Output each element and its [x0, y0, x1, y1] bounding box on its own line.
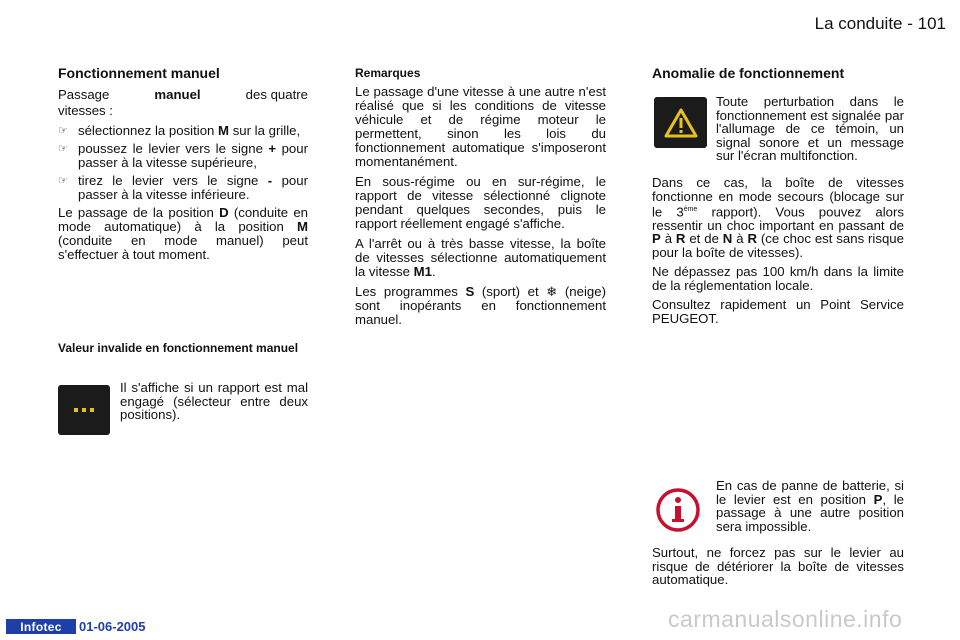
footer-date: 01-06-2005 [79, 619, 146, 634]
section-title-invalid: Valeur invalide en fonctionnement manuel [58, 341, 299, 355]
remark-paragraph-2: En sous-régime ou en sur-régime, le rapport de vitesse sélectionné clignote pendant quelques secondes, puis le rapport réellement engagé s'affiche. [355, 174, 606, 231]
intro-word-passage: Passage [58, 87, 110, 102]
section-title-malfunction: Anomalie de fonctionnement [652, 65, 845, 81]
remark-paragraph-4: Les programmes S (sport) et ❄ (neige) sont inopérants en fonctionnement manuel. [355, 284, 606, 327]
malfunction-paragraph-3: Consultez rapidement un Point Service PEUGEOT. [652, 297, 904, 326]
info-circle-icon [654, 486, 702, 534]
pointing-hand-icon: ☞ [58, 143, 68, 155]
pointing-hand-icon: ☞ [58, 175, 68, 187]
right-column [652, 66, 904, 88]
malfunction-paragraph-1: Dans ce cas, la boîte de vitesses fonctionne en mode secours (blocage sur le 3ème rapport). Vous pouvez alors ressentir un choc important en passant de P à R et de N à R (ce choc est sans risque pour la boîte de vitesses). [652, 175, 905, 260]
infotec-logo: Infotec [6, 619, 76, 634]
dashes-display-icon [58, 385, 110, 435]
intro-line [58, 88, 308, 102]
intro-word-manual: manuel [154, 87, 201, 102]
mode-change-paragraph: Le passage de la position D (conduite en mode automatique) à la position M (conduite en mode manuel) peut s'effectuer à tout moment. [58, 205, 308, 262]
bullet-item-2: ☞ poussez le levier vers le signe + pour passer à la vitesse supérieure, [58, 141, 308, 170]
middle-column [355, 66, 606, 333]
page-header: La conduite - 101 [814, 14, 946, 33]
right-paragraphs [652, 176, 904, 325]
left-column [58, 66, 308, 268]
bullet-item-3: ☞ tirez le levier vers le signe - pour passer à la vitesse inférieure. [58, 173, 308, 202]
intro-word-rest: des quatre [245, 87, 308, 102]
malfunction-paragraph-2: Ne dépassez pas 100 km/h dans la limite de la réglementation locale. [652, 264, 904, 293]
section-title-manual: Fonctionnement manuel [58, 65, 220, 81]
battery-info-text: En cas de panne de batterie, si le levier est en position P, le passage à une autre position sera impossible. [716, 478, 905, 534]
intro-line-2: vitesses : [58, 103, 113, 118]
invalid-value-text: Il s'affiche si un rapport est mal engagé (sélecteur entre deux positions). [120, 380, 308, 422]
section-title-remarks: Remarques [355, 66, 421, 80]
snowflake-icon: ❄ [546, 284, 558, 299]
remark-paragraph-3: A l'arrêt ou à très basse vitesse, la boîte de vitesses sélectionne automatiquement la vitesse M1. [355, 236, 606, 279]
warning-triangle-icon [654, 97, 707, 148]
remark-paragraph-1: Le passage d'une vitesse à une autre n'est réalisé que si les conditions de vitesse véhicule et de régime moteur le permettent, sinon les lois du fonctionnement automatique s'imposeront momentanément. [355, 84, 606, 169]
malfunction-paragraph-4: Surtout, ne forcez pas sur le levier au risque de détériorer la boîte de vitesses automatique. [652, 545, 904, 587]
watermark: carmanualsonline.info [668, 606, 903, 632]
bullet-item-1: ☞ sélectionnez la position M sur la grille, [58, 123, 301, 138]
invalid-value-section [58, 342, 308, 361]
warning-text: Toute perturbation dans le fonctionnement est signalée par l'allumage de ce témoin, un signal sonore et un message sur l'écran multifonction. [716, 94, 904, 163]
pointing-hand-icon: ☞ [58, 125, 68, 137]
